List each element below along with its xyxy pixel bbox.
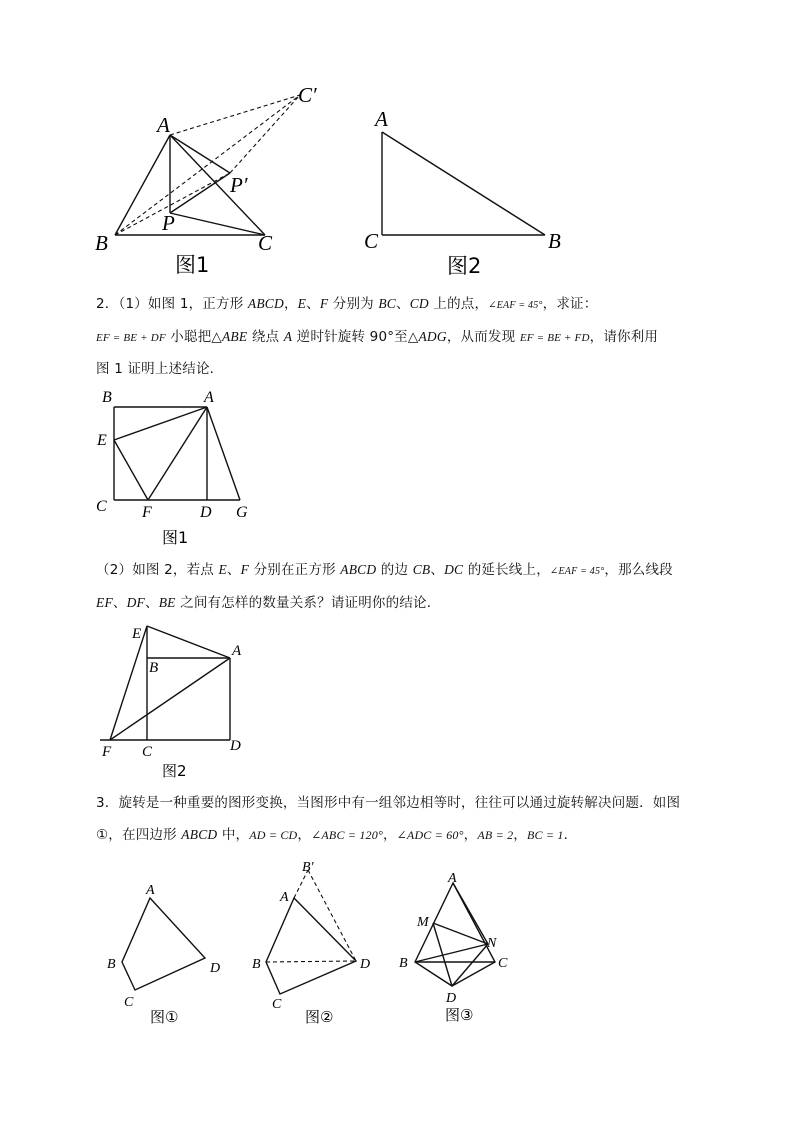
figure-caption: 图②	[305, 1008, 334, 1026]
problem3-figure2-diagram	[250, 858, 390, 1030]
problem2-part1-line1: 2．（1）如图 1，正方形 ABCD，E、F 分别为 BC、CD 上的点，∠EAF = 45°，求证：	[96, 296, 598, 312]
label-E: E	[132, 626, 142, 642]
label-A: A	[157, 113, 170, 137]
label-C: C	[498, 956, 508, 971]
problem3-figure2	[250, 858, 390, 1030]
figure-caption: 图2	[447, 254, 482, 278]
label-C: C	[124, 995, 134, 1010]
label-G: G	[236, 504, 248, 521]
label-A: A	[146, 883, 155, 898]
segment-AN	[453, 883, 488, 944]
segment-ND	[452, 944, 488, 986]
segment-AF	[110, 658, 230, 740]
label-C: C	[96, 498, 107, 515]
segment-AG	[207, 407, 240, 500]
segment-PPp	[170, 173, 230, 213]
label-D: D	[200, 504, 212, 521]
problem2-part1-line3: 图 1 证明上述结论．	[96, 361, 224, 377]
segment-ACp	[170, 95, 300, 135]
segment-PC	[170, 213, 265, 235]
label-A: A	[204, 389, 214, 406]
label-Bprime: B′	[302, 860, 314, 875]
label-A: A	[448, 871, 457, 886]
label-B: B	[102, 389, 112, 406]
label-Pprime: P′	[230, 173, 248, 197]
problem2-part2-line1: （2）如图 2，若点 E、F 分别在正方形 ABCD 的边 CB、DC 的延长线上，∠EAF = 45°，那么线段	[96, 562, 673, 578]
label-M: M	[417, 915, 429, 930]
segment-AB	[382, 132, 545, 235]
segment-AE	[114, 407, 207, 440]
figure-caption: 图①	[150, 1008, 179, 1026]
problem3-figure1	[100, 880, 230, 1030]
label-D: D	[446, 991, 457, 1006]
figure-top-right	[360, 100, 580, 285]
problem3-line2: ①，在四边形 ABCD 中，AD = CD，∠ABC = 120°，∠ADC = 60°，AB = 2，BC = 1．	[96, 827, 578, 843]
label-N: N	[487, 936, 497, 951]
label-B: B	[399, 956, 408, 971]
label-E: E	[97, 432, 107, 449]
problem3-line1: 3．旋转是一种重要的图形变换，当图形中有一组邻边相等时，往往可以通过旋转解决问题．如图	[96, 795, 681, 811]
quadrilateral-ABCD	[122, 898, 205, 990]
figure-caption: 图1	[162, 528, 189, 547]
label-B: B	[548, 229, 561, 253]
segment-BpD	[308, 870, 356, 961]
problem2-figure2-diagram	[92, 618, 267, 783]
label-C: C	[272, 997, 282, 1012]
label-Cprime: C′	[298, 83, 317, 107]
label-C: C	[142, 744, 153, 760]
problem2-figure1	[92, 385, 272, 550]
problem3	[96, 788, 716, 851]
label-B: B	[107, 957, 116, 972]
label-C: C	[364, 229, 379, 253]
problem2-part2-line2: EF、DF、BE 之间有怎样的数量关系？请证明你的结论．	[96, 595, 441, 611]
label-F: F	[142, 504, 152, 521]
label-B: B	[149, 660, 159, 676]
segment-AF	[148, 407, 207, 500]
problem2-part2	[96, 554, 716, 619]
segment-EF	[110, 626, 147, 740]
problem2-part1-line2: EF = BE + DF 小聪把△ABE 绕点 A 逆时针旋转 90°至△ADG，从而发现 EF = BE + FD，请你利用	[96, 329, 659, 345]
label-A: A	[375, 107, 388, 131]
segment-BCp	[115, 95, 300, 235]
figure-caption: 图2	[162, 762, 187, 780]
problem2-part1	[96, 288, 716, 385]
problem2-figure1-diagram	[92, 385, 272, 550]
problem3-figure3-diagram	[395, 868, 525, 1028]
label-F: F	[102, 744, 112, 760]
figure-top-right-diagram	[360, 100, 580, 285]
figure-caption: 图1	[175, 253, 210, 277]
figure-top-left-diagram	[90, 80, 330, 280]
segment-BD	[266, 961, 356, 962]
problem3-figure1-diagram	[100, 880, 230, 1030]
problem2-figure2	[92, 618, 267, 783]
segment-BN	[415, 944, 488, 962]
label-D: D	[360, 957, 371, 972]
label-D: D	[230, 738, 241, 754]
label-C: C	[258, 231, 273, 255]
segment-PpCp	[230, 95, 300, 173]
label-B: B	[95, 231, 108, 255]
quadrilateral-ABCD	[266, 898, 356, 994]
label-A: A	[280, 890, 289, 905]
figure-top-left	[90, 80, 330, 280]
label-D: D	[210, 961, 221, 976]
label-P: P	[162, 211, 175, 235]
label-B: B	[252, 957, 261, 972]
segment-EF	[114, 440, 148, 500]
label-A: A	[232, 643, 242, 659]
segment-EA	[147, 626, 230, 658]
figure-caption: 图③	[445, 1006, 474, 1024]
problem3-figure3	[395, 868, 525, 1028]
